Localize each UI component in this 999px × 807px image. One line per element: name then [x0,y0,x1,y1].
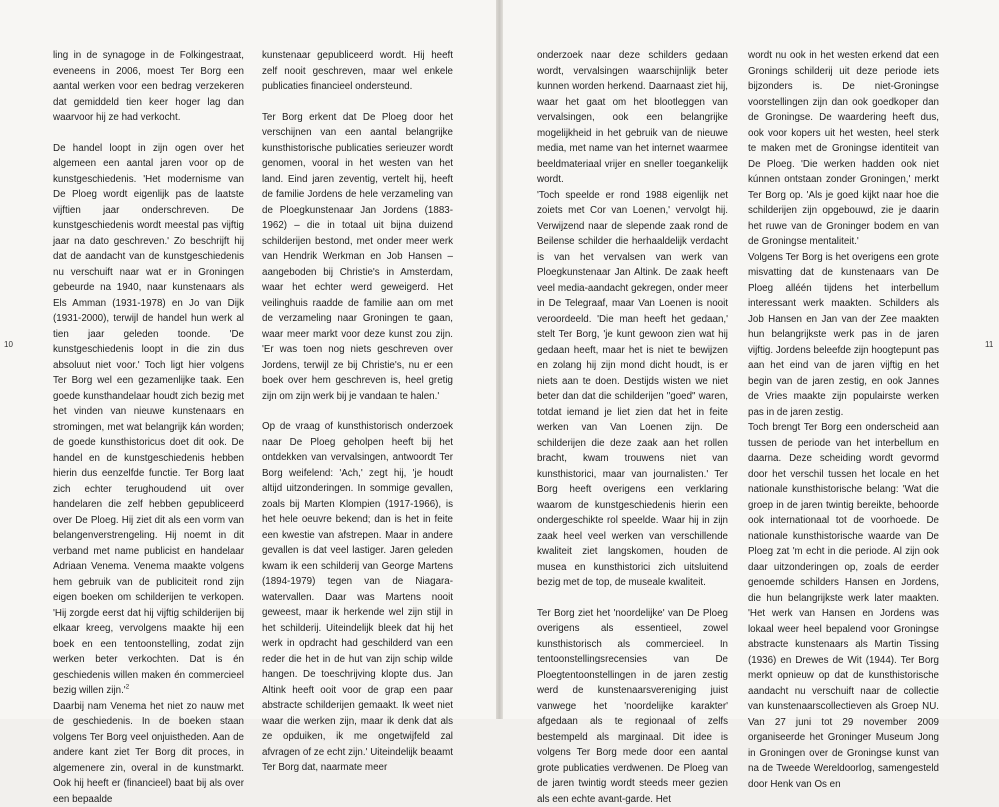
footnote-marker: 2 [126,684,130,691]
paragraph: Volgens Ter Borg is het overigens een grote misvatting dat de kunstenaars van De Ploeg alléén tijdens het interbellum interessant werk maakten. Schilders als Job Hansen en Jan van der Zee maakten hun belangrijkste werk pas in de jaren vijftig. Jordens beleefde zijn hoogtepunt pas aan het eind van de jaren vijftig en het begin van de jaren zestig, en ook Jannes de Vries maakte zijn populairste werken pas in de jaren zestig. [748,250,939,421]
paragraph: kunstenaar gepubliceerd wordt. Hij heeft zelf nooit geschreven, maar wel enkele publicaties financieel ondersteund. [262,48,453,95]
right-page [503,0,999,719]
column-4 [748,48,939,792]
paragraph: wordt nu ook in het westen erkend dat een Gronings schilderij uit deze periode iets bijzonders is. De niet-Groningse voorstellingen zijn dan ook goedkoper dan de Groningse. De waardering heeft dus, ook voor kopers uit het westen, heel sterk te maken met de Groningse identiteit van De Ploeg. 'Die werken hadden ook niet kúnnen ontstaan zonder Groningen,' merkt Ter Borg op. 'Als je goed kijkt naar hoe die schilderijen zijn opgebouwd, zie je daarin het ruwe van de Groninger bodem en van de Groningse mentaliteit.' [748,48,939,250]
paragraph: Toch brengt Ter Borg een onderscheid aan tussen de periode van het interbellum en daarna. Deze scheiding wordt gevormd door het verschil tussen het locale en het nationale kunsthistorische belang: 'Wat die groep in de jaren twintig bereikte, behoorde ook internationaal tot de voorhoede. De nationale kunsthistorische waarde van De Ploeg zat 'm echt in die periode. Al zijn ook daar uitzonderingen op, zoals de eerder genoemde schilders Hansen en Jordens, die hun belangrijkste werk later maakten. 'Het werk van Hansen en Jordens was lokaal weer heel bepalend voor Groningse abstracte kunstenaars als Martin Tissing (1936) en Drewes de Wit (1944). Ter Borg merkt opnieuw op dat de kunsthistorische aandacht nu verschuift naar de collectie van kunstenaarscollectieven als Groep NU. Van 27 juni tot 29 november 2009 organiseerde het Groninger Museum Jong in Groningen over de Groningse kunst van na de Tweede Wereldoorlog, samengesteld door Henk van Os en [748,420,939,792]
column-1 [53,48,244,807]
page-number-right: 11 [985,340,993,349]
left-page [0,0,496,719]
paragraph: Op de vraag of kunsthistorisch onderzoek naar De Ploeg geholpen heeft bij het ontdekken van vervalsingen, antwoordt Ter Borg weifelend: 'Ach,' zegt hij, 'je houdt altijd uitzonderingen. In sommige gevallen, zoals bij Marten Klompien (1917-1966), is het hele oeuvre bekend; dan is het in feite een kwestie van afstrepen. Maar in andere gevallen is dat veel lastiger. Jaren geleden kwam ik een schilderij van George Martens (1894-1979) tegen van de Niagara-watervallen. Daar was Martens nooit geweest, maar ik herkende wel zijn stijl in het schilderij. Uiteindelijk bleek dat hij het werk in opdracht had geschilderd van een reder die het in de hut van zijn schip wilde hangen. De toeschrijving klopte dus. Jan Altink heeft ooit voor de grap een paar abstracte schilderijen gemaakt. Ik weet niet waar die werken zijn, maar ik denk dat als ze opduiken, ik me ongetwijfeld zal afvragen of ze echt zijn.' Uiteindelijk beaamt Ter Borg dat, naarmate meer [262,419,453,776]
paragraph: 'Toch speelde er rond 1988 eigenlijk net zoiets met Cor van Loenen,' vervolgt hij. Verwijzend naar de slepende zaak rond de Beilense schilder die herhaaldelijk verdacht is van het vervalsen van werk van Ploegkunstenaar Jan Altink. De zaak heeft veel media-aandacht gekregen, onder meer in De Telegraaf, maar Van Loenen is nooit veroordeeld. 'Die man heeft het gedaan,' stelt Ter Borg, 'je kunt gewoon zien wat hij gedaan heeft, maar het is niet te bewijzen en zolang hij zijn mond dicht houdt, is er niets aan te doen. Destijds wisten we niet beter dan dat die schilderijen "goed" waren, totdat iemand je liet zien dat het in feite werken van Van Loenen zijn. De schilderijen die deze zaak aan het rollen bracht, kwam trouwens niet van kunsthistorici, maar van journalisten.' Ter Borg heeft overigens een verklaring waarom de kunstgeschiedenis hierin een ondergeschikte rol speelde. Waar hij in zijn zaak heel veel werken van verschillende kwaliteit ziet langskomen, houden de musea en kunsthistorici zich uitsluitend bezig met de top, de museale kwaliteit. [537,188,728,591]
paragraph: Ter Borg erkent dat De Ploeg door het verschijnen van een aantal belangrijke kunsthistorische publicaties serieuzer wordt genomen, vooral in het westen van het land. Eind jaren zeventig, vertelt hij, heeft de familie Jordens de hele verzameling van de Ploegkunstenaar Jan Jordens (1883-1962) – die in totaal uit bijna duizend schilderijen bestond, met onder meer werk van Hendrik Werkman en Job Hansen – aangeboden bij Christie's in Amsterdam, waar het echter werd geweigerd. Het veilinghuis raadde de familie aan om met de verzameling naar Groningen te gaan, waar meer markt voor deze kunst zou zijn. 'Er was toen nog niets geschreven over Jordens, terwijl ze bij Christie's, nu er een boek over hem geschreven is, heel gretig zijn om zijn werk bij je vandaan te halen.' [262,110,453,405]
paragraph: Daarbij nam Venema het niet zo nauw met de geschiedenis. In de boeken staan volgens Ter Borg veel onjuistheden. Aan de andere kant ziet Ter Borg dit proces, in algemenere zin, overal in de kunstmarkt. Ook hij heeft er (financieel) baat bij als over een bepaalde [53,699,244,807]
column-3 [537,48,728,807]
book-gutter [496,0,503,719]
column-2 [262,48,453,776]
paragraph [53,141,244,699]
paragraph: ling in de synagoge in de Folkingestraat, evenеens in 2006, moest Ter Borg een aantal werken voor een bedrag verzekeren dat gemiddeld tien keer hoger lag dan waarvoor hij ze had verkocht. [53,48,244,126]
page-number-left: 10 [4,340,13,349]
paragraph: Ter Borg ziet het 'noordelijke' van De Ploeg overigens als essentieel, zowel kunsthistorisch als commercieel. In tentoonstellingsrecensies van De Ploegtentoonstellingen in de jaren zestig werd de kunstenaarsvereniging juist vanwege het 'noordelijke karakter' afgedaan als te regionaal of zelfs bestempeld als marginaal. Dit idee is volgens Ter Borg mede door een aantal grote publicaties verdwenen. De Ploeg van de jaren twintig wordt steeds meer gezien als een echte avant-garde. Het [537,606,728,807]
paragraph-text: De handel loopt in zijn ogen over het algemeen een aantal jaren voor op de kunstgeschiedenis. 'Het modernisme van De Ploeg wordt eigenlijk pas de laatste vijftien jaar onderschreven. De kunstgeschiedenis wordt meestal pas vijftig jaar na dato geschreven.' Zo beschrijft hij dat de aandacht van de kunstgeschiedenis nu verschuift naar wat er in Groningen gebeurde na 1940, naar kunstenaars als Els Amman (1931-1978) en Jo van Dijk (1931-2000), terwijl de handel hun werk al tien jaar geleden toonde. 'De kunstgeschiedenis loopt in die zin dus absoluut niet voor.' Toch ligt hier volgens Ter Borg wel een gezamenlijke taak. Een goede kunsthandelaar houdt zich bezig met het vinden van nieuwe kunstenaars en stromingen, met wat belangrijk kán worden; de goede kunsthistoricus doet dit ook. De handel en de kunstgeschiedenis hebben hierin dus eenzelfde functie. Ter Borg laat zich echter terughoudend uit over handelaren die zelf hebben gepubliceerd over De Ploeg. Hij ziet dit als een vorm van belangenverstrengeling. Hij noemt in dit verband met name publicist en handelaar Adriaan Venema. Venema maakte volgens hem gebruik van de publiciteit rond zijn eigen boeken om schilderijen te verkopen. 'Hij zorgde eerst dat hij vijftig schilderijen bij elkaar kreeg, vervolgens maakte hij een boek en een tentoonstelling, zodat zijn werken beter verkochten. Dat is én geschiedenis willen maken én commercieel bezig willen zijn.' [53,143,244,697]
paragraph: onderzoek naar deze schilders gedaan wordt, vervalsingen waarschijnlijk beter kunnen worden herkend. Daarnaast ziet hij, waar het gaat om het blootleggen van vervalsingen, ook een belangrijke mogelijkheid in het gebruik van de nieuwe media, met name van het internet waarmee beeldmateriaal vrijer en sneller toegankelijk wordt. [537,48,728,188]
